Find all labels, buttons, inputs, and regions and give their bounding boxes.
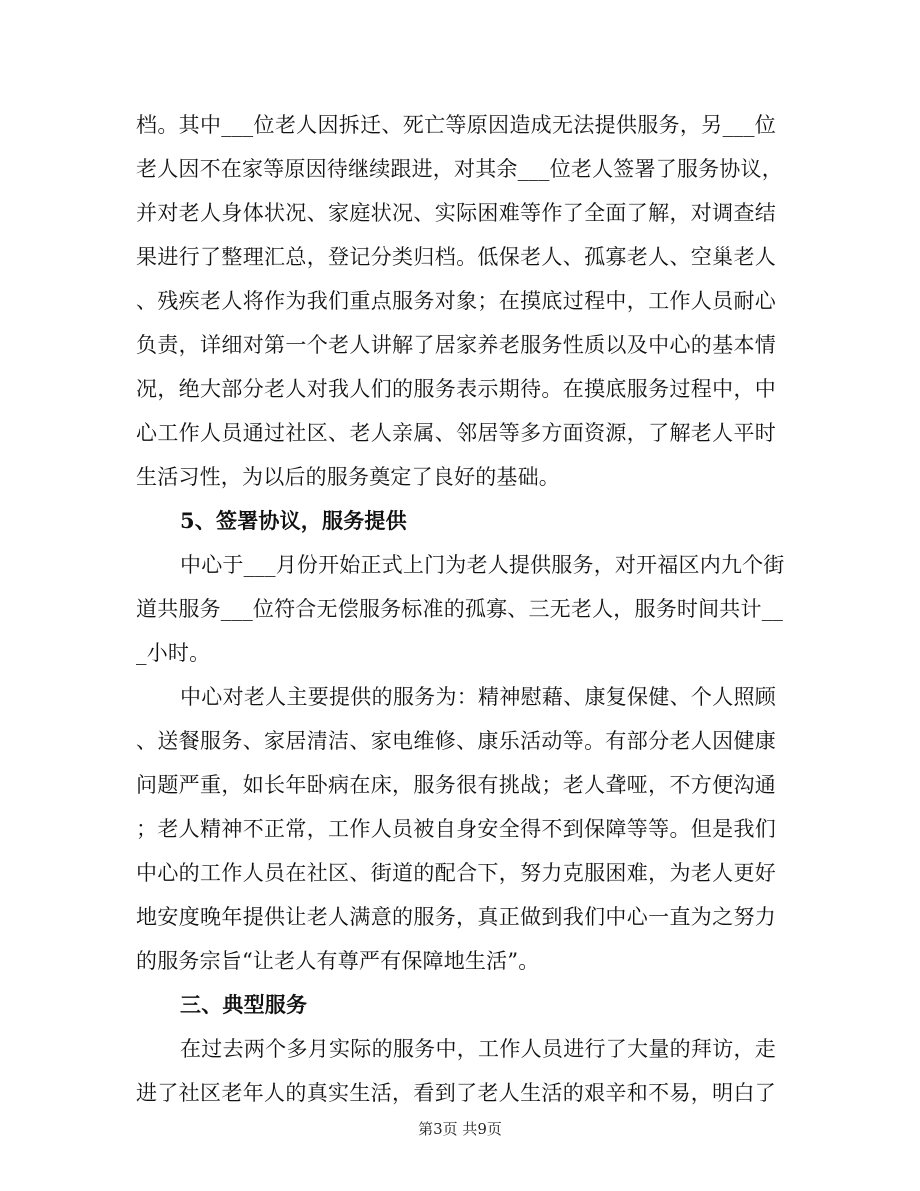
- page-number-footer: 第3页 共9页: [418, 1120, 502, 1138]
- text-line: 的服务宗旨“让老人有尊严有保障地生活”。: [136, 949, 540, 973]
- section-heading-3: 三、典型服务: [180, 992, 308, 1017]
- text-line: 老人因不在家等原因待继续跟进，对其余___位老人签署了服务协议，: [136, 157, 783, 181]
- text-line: 况，绝大部分老人对我人们的服务表示期待。在摸底服务过程中，中: [136, 377, 776, 401]
- text-line: 道共服务___位符合无偿服务标准的孤寡、三无老人，服务时间共计__: [136, 597, 784, 621]
- text-line: 在过去两个多月实际的服务中，工作人员进行了大量的拜访，走: [180, 1037, 776, 1061]
- text-line: 档。其中___位老人因拆迁、死亡等原因造成无法提供服务，另___位: [136, 113, 776, 137]
- text-line: 问题严重，如长年卧病在床，服务很有挑战；老人聋哑，不方便沟通: [136, 773, 776, 797]
- text-line: 中心于___月份开始正式上门为老人提供服务，对开福区内九个街: [180, 553, 785, 577]
- text-line: 并对老人身体状况、家庭状况、实际困难等作了全面了解，对调查结: [136, 201, 776, 225]
- text-line: 地安度晚年提供让老人满意的服务，真正做到我们中心一直为之努力: [136, 905, 776, 929]
- text-line: 负责，详细对第一个老人讲解了居家养老服务性质以及中心的基本情: [136, 333, 776, 357]
- text-line: 果进行了整理汇总，登记分类归档。低保老人、孤寡老人、空巢老人: [136, 245, 776, 269]
- text-line: 、送餐服务、家居清洁、家电维修、康乐活动等。有部分老人因健康: [136, 729, 776, 753]
- text-line: 进了社区老年人的真实生活，看到了老人生活的艰辛和不易，明白了: [136, 1081, 776, 1105]
- text-line: 心工作人员通过社区、老人亲属、邻居等多方面资源，了解老人平时: [136, 421, 776, 445]
- section-heading-5: 5、签署协议，服务提供: [180, 508, 407, 533]
- text-line: _小时。: [136, 641, 211, 665]
- text-line: 、残疾老人将作为我们重点服务对象；在摸底过程中，工作人员耐心: [136, 289, 776, 313]
- text-line: 生活习性，为以后的服务奠定了良好的基础。: [136, 465, 560, 489]
- text-line: 中心对老人主要提供的服务为：精神慰藉、康复保健、个人照顾: [180, 685, 776, 709]
- paragraph-survey-results: [136, 103, 785, 1115]
- text-line: ；老人精神不正常，工作人员被自身安全得不到保障等等。但是我们: [136, 817, 776, 841]
- text-line: 中心的工作人员在社区、街道的配合下，努力克服困难，为老人更好: [136, 861, 776, 885]
